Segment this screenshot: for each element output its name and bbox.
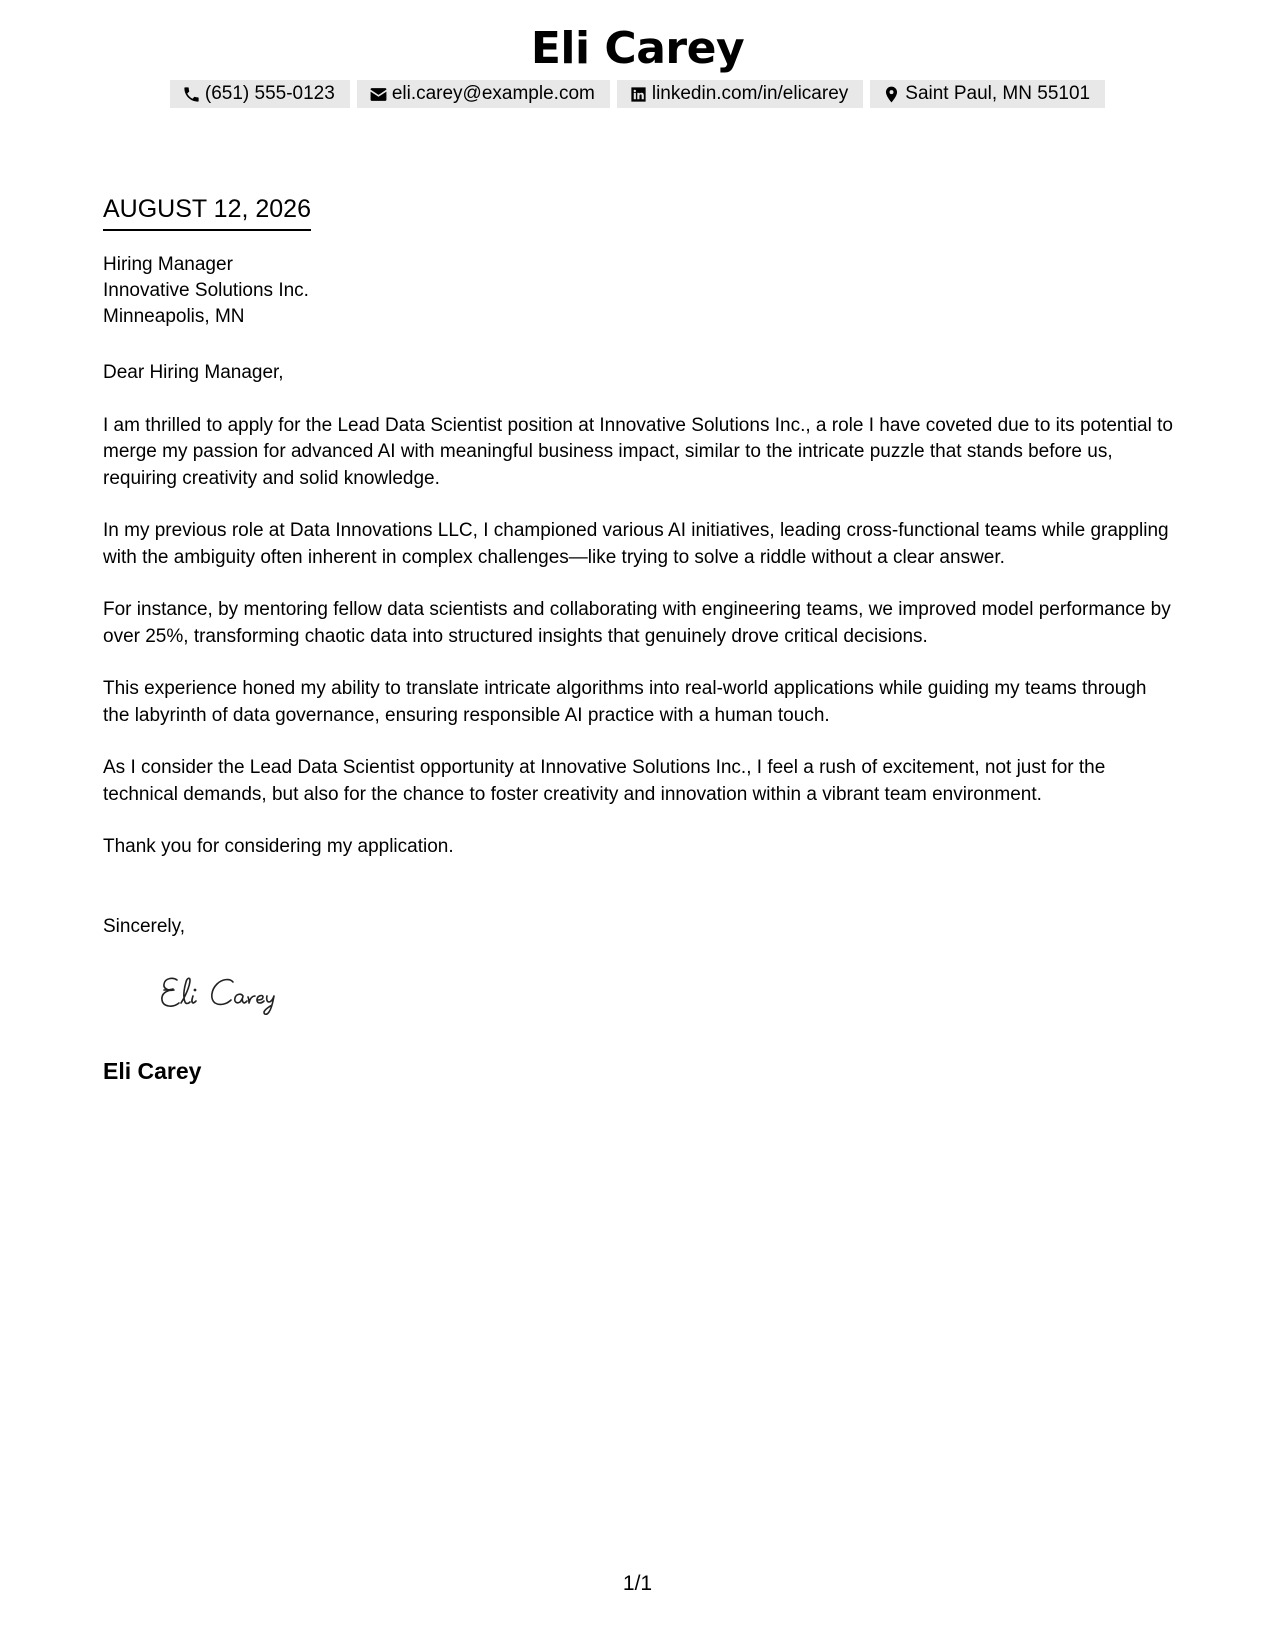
thank-you-line: Thank you for considering my application.: [103, 836, 454, 857]
recipient-block: [103, 252, 309, 330]
linkedin-icon: [629, 85, 648, 104]
body-paragraph: This experience honed my ability to translate intricate algorithms into real-world applications while guiding my teams through the labyrinth of data governance, ensuring responsible AI practice with a human touch.: [103, 678, 1147, 726]
location-text: Saint Paul, MN 55101: [905, 83, 1091, 104]
body-paragraph: As I consider the Lead Data Scientist opportunity at Innovative Solutions Inc., I feel a rush of excitement, not just for the technical demands, but also for the chance to foster creativity and innovation within a vibrant team environment.: [103, 757, 1106, 805]
envelope-icon: [369, 85, 388, 104]
contact-phone: [170, 80, 350, 108]
linkedin-url: linkedin.com/in/elicarey: [651, 83, 849, 104]
body-paragraph: In my previous role at Data Innovations LLC, I championed various AI initiatives, leading cross-functional teams while grappling with the ambiguity often inherent in complex challenges—like trying to solve a riddle without a clear answer.: [103, 520, 1169, 568]
contact-linkedin: [617, 80, 863, 108]
contact-location: [870, 80, 1105, 108]
contact-info-bar: [0, 80, 1275, 108]
letter-date: AUGUST 12, 2026: [103, 193, 311, 231]
letter-body: [103, 360, 1173, 887]
page-number: 1/1: [622, 1572, 653, 1595]
recipient-location: Minneapolis, MN: [103, 306, 245, 327]
handwritten-signature: [155, 970, 310, 1020]
map-pin-icon: [882, 85, 901, 104]
recipient-title: Hiring Manager: [103, 254, 233, 275]
signer-name: Eli Carey: [103, 1058, 202, 1084]
salutation: Dear Hiring Manager,: [103, 362, 284, 383]
body-paragraph: I am thrilled to apply for the Lead Data Scientist position at Innovative Solutions Inc., a role I have coveted due to its potential to merge my passion for advanced AI with meaningful business impact, similar to the intricate puzzle that stands before us, requiring creativity and solid knowledge.: [103, 414, 1173, 489]
phone-icon: [182, 85, 201, 104]
applicant-name: Eli Carey: [530, 23, 745, 74]
email-address: eli.carey@example.com: [391, 83, 595, 104]
closing: Sincerely,: [103, 916, 186, 937]
body-paragraph: For instance, by mentoring fellow data scientists and collaborating with engineering teams, we improved model performance by over 25%, transforming chaotic data into structured insights that genuinely drove critical decisions.: [103, 599, 1171, 647]
recipient-company: Innovative Solutions Inc.: [103, 280, 309, 301]
contact-email: [357, 80, 610, 108]
phone-number: (651) 555-0123: [204, 83, 335, 104]
